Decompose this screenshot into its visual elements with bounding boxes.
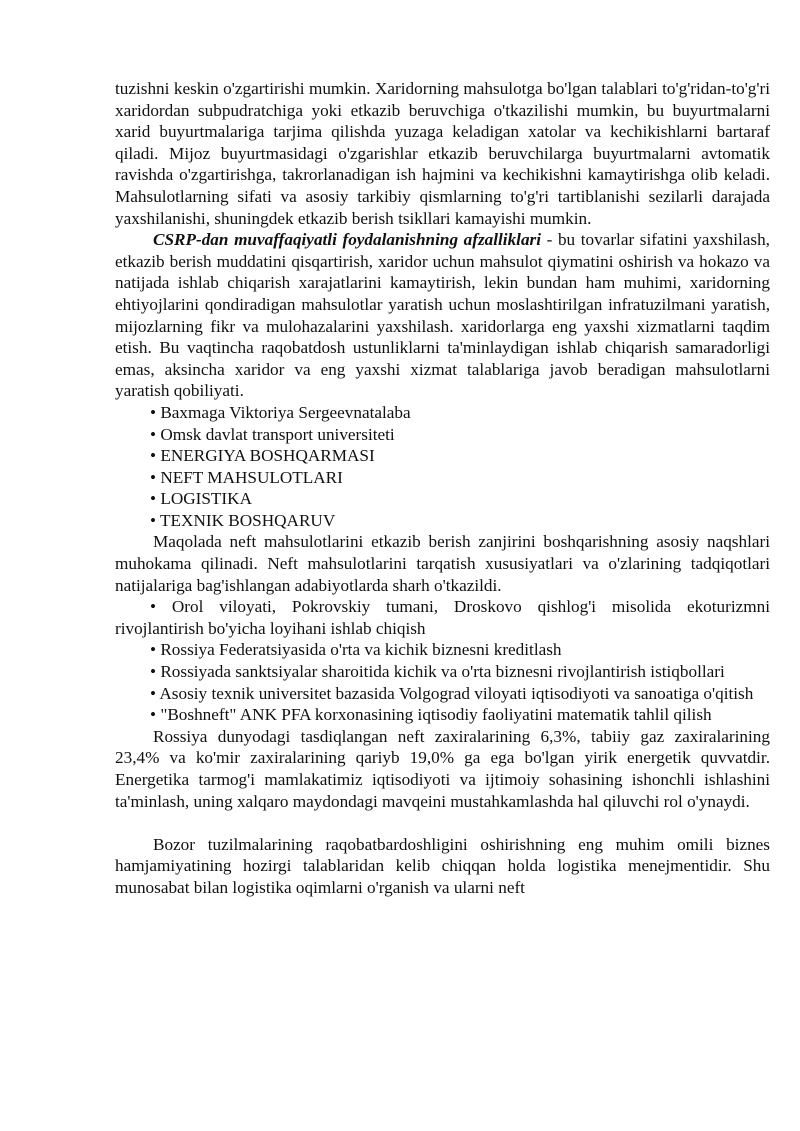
paragraph-2 [115,229,770,402]
bullet-icon: • [150,489,157,509]
paragraph-4: Rossiya dunyodagi tasdiqlangan neft zaxiralarining 6,3%, tabiiy gaz zaxiralarining 23,4% va ko'mir zaxiralarining qariyb 19,0% ga ega bo'lgan yirik energetik quvvatdir. Energetika tarmog'i mamlakatimiz iqtisodiyoti va ijtimoiy sohasining ishonchli ishlashini ta'minlash, uning xalqaro maydondagi mavqeini mustahkamlashda hal qiluvchi rol o'ynaydi. [115,726,770,811]
list-item: • Orol viloyati, Pokrovskiy tumani, Droskovo qishlog'i misolida ekoturizmni rivojlantirish bo'yicha loyihani ishlab chiqish [115,597,771,638]
list-item: • LOGISTIKA [150,489,252,509]
blank-line [115,812,770,834]
bullet-icon: • [150,683,157,703]
paragraph-5: Bozor tuzilmalarining raqobatbardoshligini oshirishning eng muhim omili biznes hamjamiyatining hozirgi talablaridan kelib chiqqan holda logistika menejmentidir. Shu munosabat bilan logistika oqimlarni o'rganish va ularni neft [115,834,770,897]
paragraph-2-rest: - bu tovarlar sifatini yaxshilash, etkazib berish muddatini qisqartirish, xaridor uchun mahsulot qiymatini oshirish va hokazo va natijada ishlab chiqarish xarajatlarini kamaytirish, lekin bundan ham muhimi, xaridorning ehtiyojlarini qondiradigan mahsulotlar yaratish uchun moslashtirilgan infratuzilmani yaratish, mijozlarning fikr va mulohazalarini yaxshilash. xaridorlarga eng yaxshi xizmatlarni taqdim etish. Bu vaqtincha raqobatdosh ustunliklarni ta'minlaydigan ishlab chiqarish samaradorligi emas, aksincha xaridor va eng yaxshi xizmat talablariga javob beradigan mahsulotlarni yaratish qobiliyati. [115,230,770,401]
bullet-icon: • [150,705,157,725]
bullet-icon: • [150,402,157,422]
list-item: • Omsk davlat transport universiteti [150,424,395,444]
list-item: • Rossiyada sanktsiyalar sharoitida kichik va o'rta biznesni rivojlantirish istiqbollari [150,662,725,682]
document-page [115,78,770,899]
bullet-icon: • [150,597,157,617]
list-item: • Rossiya Federatsiyasida o'rta va kichik biznesni kreditlash [150,640,562,660]
bullet-icon: • [150,640,157,660]
list-item: • ENERGIYA BOSHQARMASI [150,446,375,466]
bullet-icon: • [150,424,157,444]
list-item: • NEFT MAHSULOTLARI [150,467,343,487]
bullet-icon: • [150,467,157,487]
paragraph-2-lead: CSRP-dan muvaffaqiyatli foydalanishning afzalliklari [153,230,541,250]
bullet-icon: • [150,662,157,682]
list-item: • TEXNIK BOSHQARUV [150,510,336,530]
list-item: • Asosiy texnik universitet bazasida Volgograd viloyati iqtisodiyoti va sanoatiga o'qitish [150,683,754,703]
list-item: • "Boshneft" ANK PFA korxonasining iqtisodiy faoliyatini matematik tahlil qilish [150,705,712,725]
paragraph-3: Maqolada neft mahsulotlarini etkazib berish zanjirini boshqarishning asosiy naqshlari muhokama qilinadi. Neft mahsulotlarini tarqatish xususiyatlari va o'zlarining tadqiqotlari natijalariga bag'ishlangan adabiyotlarda sharh o'tkazildi. [115,532,770,595]
list-item: • Baxmaga Viktoriya Sergeevnatalaba [150,402,411,422]
bullet-icon: • [150,446,157,466]
paragraph-1: tuzishni keskin o'zgartirishi mumkin. Xaridorning mahsulotga bo'lgan talablari to'g'ridan-to'g'ri xaridordan subpudratchiga yoki etkazib beruvchiga o'tkazilishi mumkin, bu buyurtmalarni xarid buyurtmalariga tarjima qilishda yuzaga keladigan xatolar va kechikishlarni bartaraf qiladi. Mijoz buyurtmasidagi o'zgarishlar etkazib beruvchilarga buyurtmalarni avtomatik ravishda o'zgartirishga, takrorlanadigan ish hajmini va kechikishni kamaytirishga olib keladi. Mahsulotlarning sifati va asosiy tarkibiy qismlarning to'g'ri tartiblanishi sezilarli darajada yaxshilanishi, shuningdek etkazib berish tsikllari kamayishi mumkin. [115,79,770,228]
bullet-icon: • [150,510,157,530]
